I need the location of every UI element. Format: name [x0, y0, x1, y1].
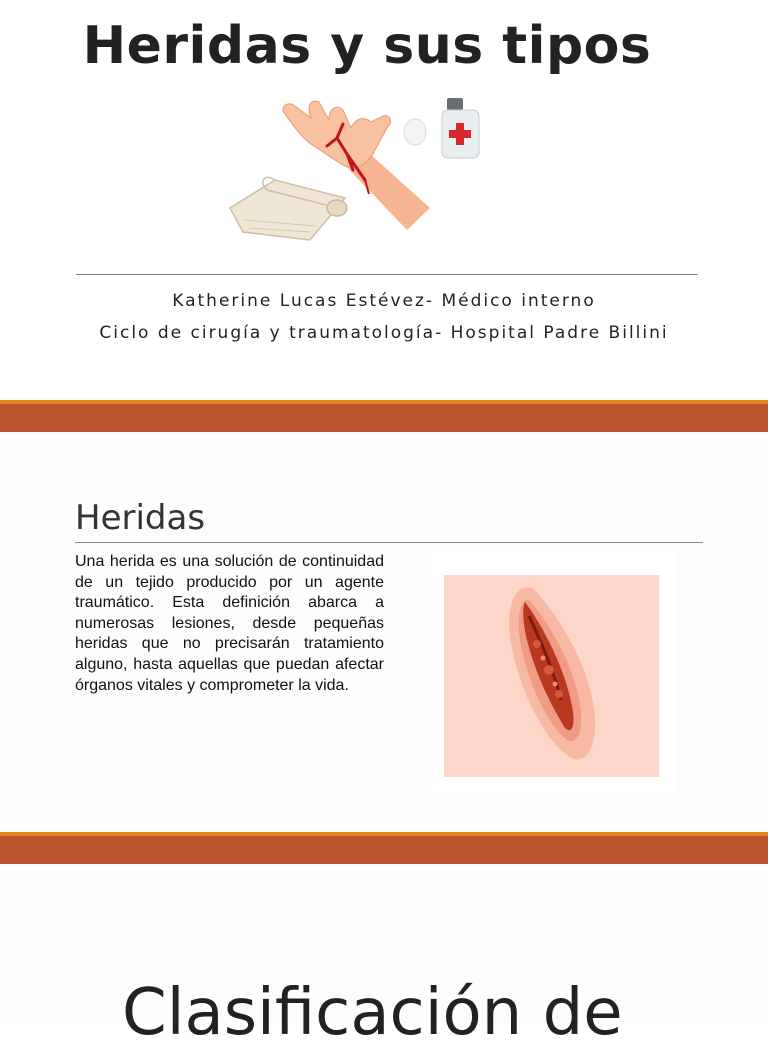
cotton-pad-icon	[404, 119, 426, 145]
cycle-line: Ciclo de cirugía y traumatología- Hospital Padre Billini	[99, 323, 669, 343]
title-separator	[76, 274, 698, 275]
clasificacion-slide	[0, 864, 768, 1050]
bandage-roll-icon	[230, 177, 347, 240]
title-slide	[0, 0, 768, 400]
heading-underline	[75, 542, 703, 543]
definition-paragraph: Una herida es una solución de continuidad de un tejido producido por un agente traumático. Esta definición abarca a numerosas lesiones, desde pequeñas heridas que no precisarán tratamiento alguno, hasta aquellas que puedan afectar órganos vitales y comprometer la vida.	[75, 553, 384, 694]
divider-stripe	[0, 400, 768, 404]
author-line: Katherine Lucas Estévez- Médico interno	[172, 291, 596, 311]
heridas-slide	[0, 432, 768, 832]
slide-divider	[0, 832, 768, 864]
presentation-title: Heridas y sus tipos	[82, 16, 652, 76]
classification-heading: Clasificación de	[122, 976, 623, 1050]
medicine-bottle-icon	[442, 98, 479, 158]
slide-divider	[0, 400, 768, 432]
wounded-hand-illustration	[215, 80, 495, 265]
section-heading: Heridas	[75, 498, 206, 538]
divider-stripe	[0, 832, 768, 836]
wound-illustration	[425, 552, 677, 797]
